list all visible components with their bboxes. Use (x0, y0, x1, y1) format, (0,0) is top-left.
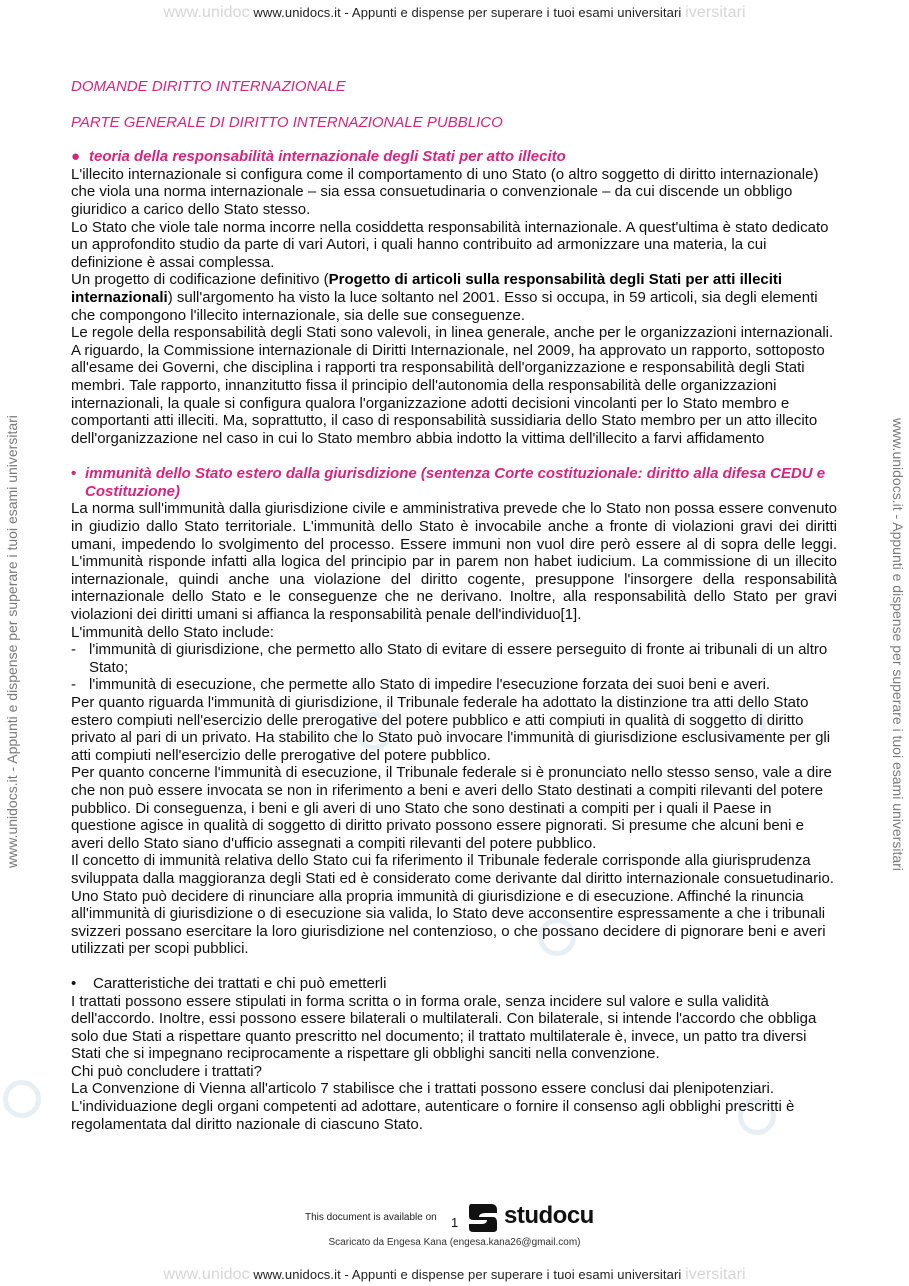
paragraph: La norma sull'immunità dalla giurisdizione civile e amministrativa prevede che lo Stato non possa essere convenuto in giudizio dallo Stato territoriale. L'immunità dello Stato è invocabile anche a fronte di violazioni gravi dei diritti umani, impedendo lo svolgimento del processo. Essere immuni non vuol dire però essere al di sopra delle leggi. L'immunità risponde infatti alla logica del principio par in parem non habet iudicium. La commissione di un illecito internazionale, quindi anche una violazione del diritto cogente, presuppone l'insorgere della responsabilità internazionale dello Stato e le conseguenze che ne derivano. Inoltre, alla responsabilità dello Stato per gravi violazioni dei diritti umani si affianca la responsabilità penale dell'individuo[1]. (71, 500, 837, 624)
dash-bullet-icon: - (71, 641, 76, 659)
section-heading-responsabilita (71, 148, 837, 166)
watermark-ghost-right: iversitari (685, 1266, 746, 1283)
watermark-ghost-left: www.unidoc (163, 1266, 250, 1283)
bold-text-run: Progetto di articoli sulla responsabilità degli Stati per atti illeciti internazionali (71, 271, 783, 306)
text-run: ) sull'argomento ha visto la luce soltanto nel 2001. Esso si occupa, in 59 articoli, sia degli elementi che compongono l'illecito internazionale, sia delle sue conseguenze. (71, 288, 818, 324)
section-heading-text: immunità dello Stato estero dalla giurisdizione (sentenza Corte costituzionale: diritto alla difesa CEDU e Costituzione) (85, 465, 826, 500)
watermark-ghost-right: iversitari (685, 4, 746, 21)
page-number: 1 (451, 1215, 459, 1230)
section-heading-text: Caratteristiche dei trattati e chi può emetterli (93, 974, 387, 992)
section-heading-trattati (71, 975, 837, 993)
document-title: DOMANDE DIRITTO INTERNAZIONALE (71, 78, 346, 95)
list-item (71, 641, 837, 676)
list-item (71, 676, 837, 694)
downloaded-by-text: Scaricato da Engesa Kana (engesa.kana26@gmail.com) (328, 1237, 581, 1248)
document-subtitle: PARTE GENERALE DI DIRITTO INTERNAZIONALE PUBBLICO (71, 113, 503, 131)
paragraph-with-bold (71, 271, 837, 324)
watermark-stamp (3, 1080, 41, 1118)
watermark-bottom-text: www.unidocs.it - Appunti e dispense per superare i tuoi esami universitari (253, 1267, 682, 1282)
paragraph: Uno Stato può decidere di rinunciare alla propria immunità di giurisdizione e di esecuzione. Affinché la rinuncia all'immunità di giurisdizione o di esecuzione sia valida, lo Stato deve acconsentire espressamente a che i tribunali svizzeri possano esercitare la loro giurisdizione nel contenzioso, o che possano decidere di pignorare beni e averi utilizzati per scopi pubblici. (71, 887, 826, 958)
bullet-icon: • (71, 974, 77, 992)
studocu-brand-link[interactable]: studocu (504, 1202, 594, 1229)
watermark-top (0, 4, 909, 22)
paragraph: L'illecito internazionale si configura come il comportamento di uno Stato (o altro soggetto di diritto internazionale) che viola una norma internazionale – sia essa consuetudinaria o convenzionale – da cui discende un obbligo giuridico a carico dello Stato stesso. (71, 165, 819, 218)
watermark-left-side: www.unidocs.it - Appunti e dispense per superare i tuoi esami universitari (4, 415, 20, 868)
paragraph: Per quanto concerne l'immunità di esecuzione, il Tribunale federale si è pronunciato nello stesso senso, vale a dire che non può essere invocata se non in riferimento a beni e averi dello Stato destinati a compiti rilevanti del potere pubblico. Di conseguenza, i beni e gli averi di uno Stato che sono destinati a compiti per i quali il Paese in questione agisce in qualità di soggetto di diritto privato possono essere pignorati. Si presume che alcuni beni e averi dello Stato siano d'ufficio assegnati a compiti rilevanti del potere pubblico. (71, 764, 832, 852)
paragraph: L'individuazione degli organi competenti ad adottare, autenticare o fornire il consenso agli obblighi prescritti è regolamentata dal diritto nazionale di ciascuno Stato. (71, 1098, 795, 1133)
paragraph: Il concetto di immunità relativa dello Stato cui fa riferimento il Tribunale federale corrisponde alla giurisprudenza sviluppata dalla maggioranza degli Stati ed è considerato come derivante dal diritto internazionale consuetudinario. (71, 852, 834, 887)
studocu-logo-icon[interactable] (467, 1201, 499, 1235)
section-heading-immunita (71, 465, 837, 500)
available-on-text: This document is available on (305, 1212, 437, 1223)
document-body (71, 76, 837, 1133)
watermark-right-side: www.unidocs.it - Appunti e dispense per superare i tuoi esami universitari (890, 418, 906, 871)
section-heading-text: teoria della responsabilità internazionale degli Stati per atto illecito (89, 148, 566, 166)
list-item-text: l'immunità di esecuzione, che permette allo Stato di impedire l'esecuzione forzata dei suoi beni e averi. (89, 676, 771, 694)
watermark-bottom (0, 1266, 909, 1284)
dash-bullet-icon: - (71, 676, 76, 694)
paragraph: L'immunità dello Stato include: (71, 623, 274, 641)
paragraph: I trattati possono essere stipulati in forma scritta o in forma orale, senza incidere sul valore e sulla validità dell'accordo. Inoltre, essi possono essere bilaterali o multilaterali. Con bilaterale, si intende l'accordo che obbliga solo due Stati a rispettare quanto prescritto nel documento; il trattato multilaterale è, invece, un patto tra diversi Stati che si impegnano reciprocamente a rispettare gli obblighi sanciti nella convenzione. (71, 992, 817, 1063)
text-run: Un progetto di codificazione definitivo ( (71, 271, 329, 289)
watermark-ghost-left: www.unidoc (163, 4, 250, 21)
list-item-text: l'immunità di giurisdizione, che permetto allo Stato di evitare di essere perseguito di fronte ai tribunali di un altro Stato; (89, 641, 828, 676)
paragraph: Chi può concludere i trattati? (71, 1062, 262, 1080)
watermark-top-text: www.unidocs.it - Appunti e dispense per superare i tuoi esami universitari (253, 5, 682, 20)
paragraph: Le regole della responsabilità degli Stati sono valevoli, in linea generale, anche per le organizzazioni internazionali. A riguardo, la Commissione internazionale di Diritti Internazionale, nel 2009, ha approvato un rapporto, sottoposto all'esame dei Governi, che disciplina i rapporti tra responsabilità dell'organizzazione e responsabilità degli Stati membri. Tale rapporto, innanzitutto fissa il principio dell'autonomia della responsabilità delle organizzazioni internazionali, la quale si configura qualora l'organizzazione adotti decisioni vincolanti per lo Stato membro e comportanti atti illeciti. Ma, soprattutto, il caso di responsabilità sussidiaria dello Stato membro per un atto illecito dell'organizzazione nel caso in cui lo Stato membro abbia indotto la vittima dell'illecito a farvi affidamento (71, 324, 834, 447)
paragraph: Lo Stato che viole tale norma incorre nella cosiddetta responsabilità internazionale. A quest'ultima è stato dedicato un approfondito studio da parte di vari Autori, i quali hanno contribuito ad armonizzare una materia, la cui definizione è assai complessa. (71, 218, 829, 271)
bullet-icon: • (71, 465, 77, 483)
paragraph: Per quanto riguarda l'immunità di giurisdizione, il Tribunale federale ha adottato la distinzione tra atti dello Stato estero compiuti nell'esercizio delle prerogative del potere pubblico e atti compiuti in qualità di soggetto di diritto privato al pari di un privato. Ha stabilito che lo Stato può invocare l'immunità di giurisdizione esclusivamente per gli atti compiuti nell'esercizio delle prerogative del potere pubblico. (71, 694, 831, 764)
bullet-icon: ● (71, 148, 81, 166)
paragraph: La Convenzione di Vienna all'articolo 7 stabilisce che i trattati possono essere conclusi dai plenipotenziari. (71, 1080, 775, 1098)
